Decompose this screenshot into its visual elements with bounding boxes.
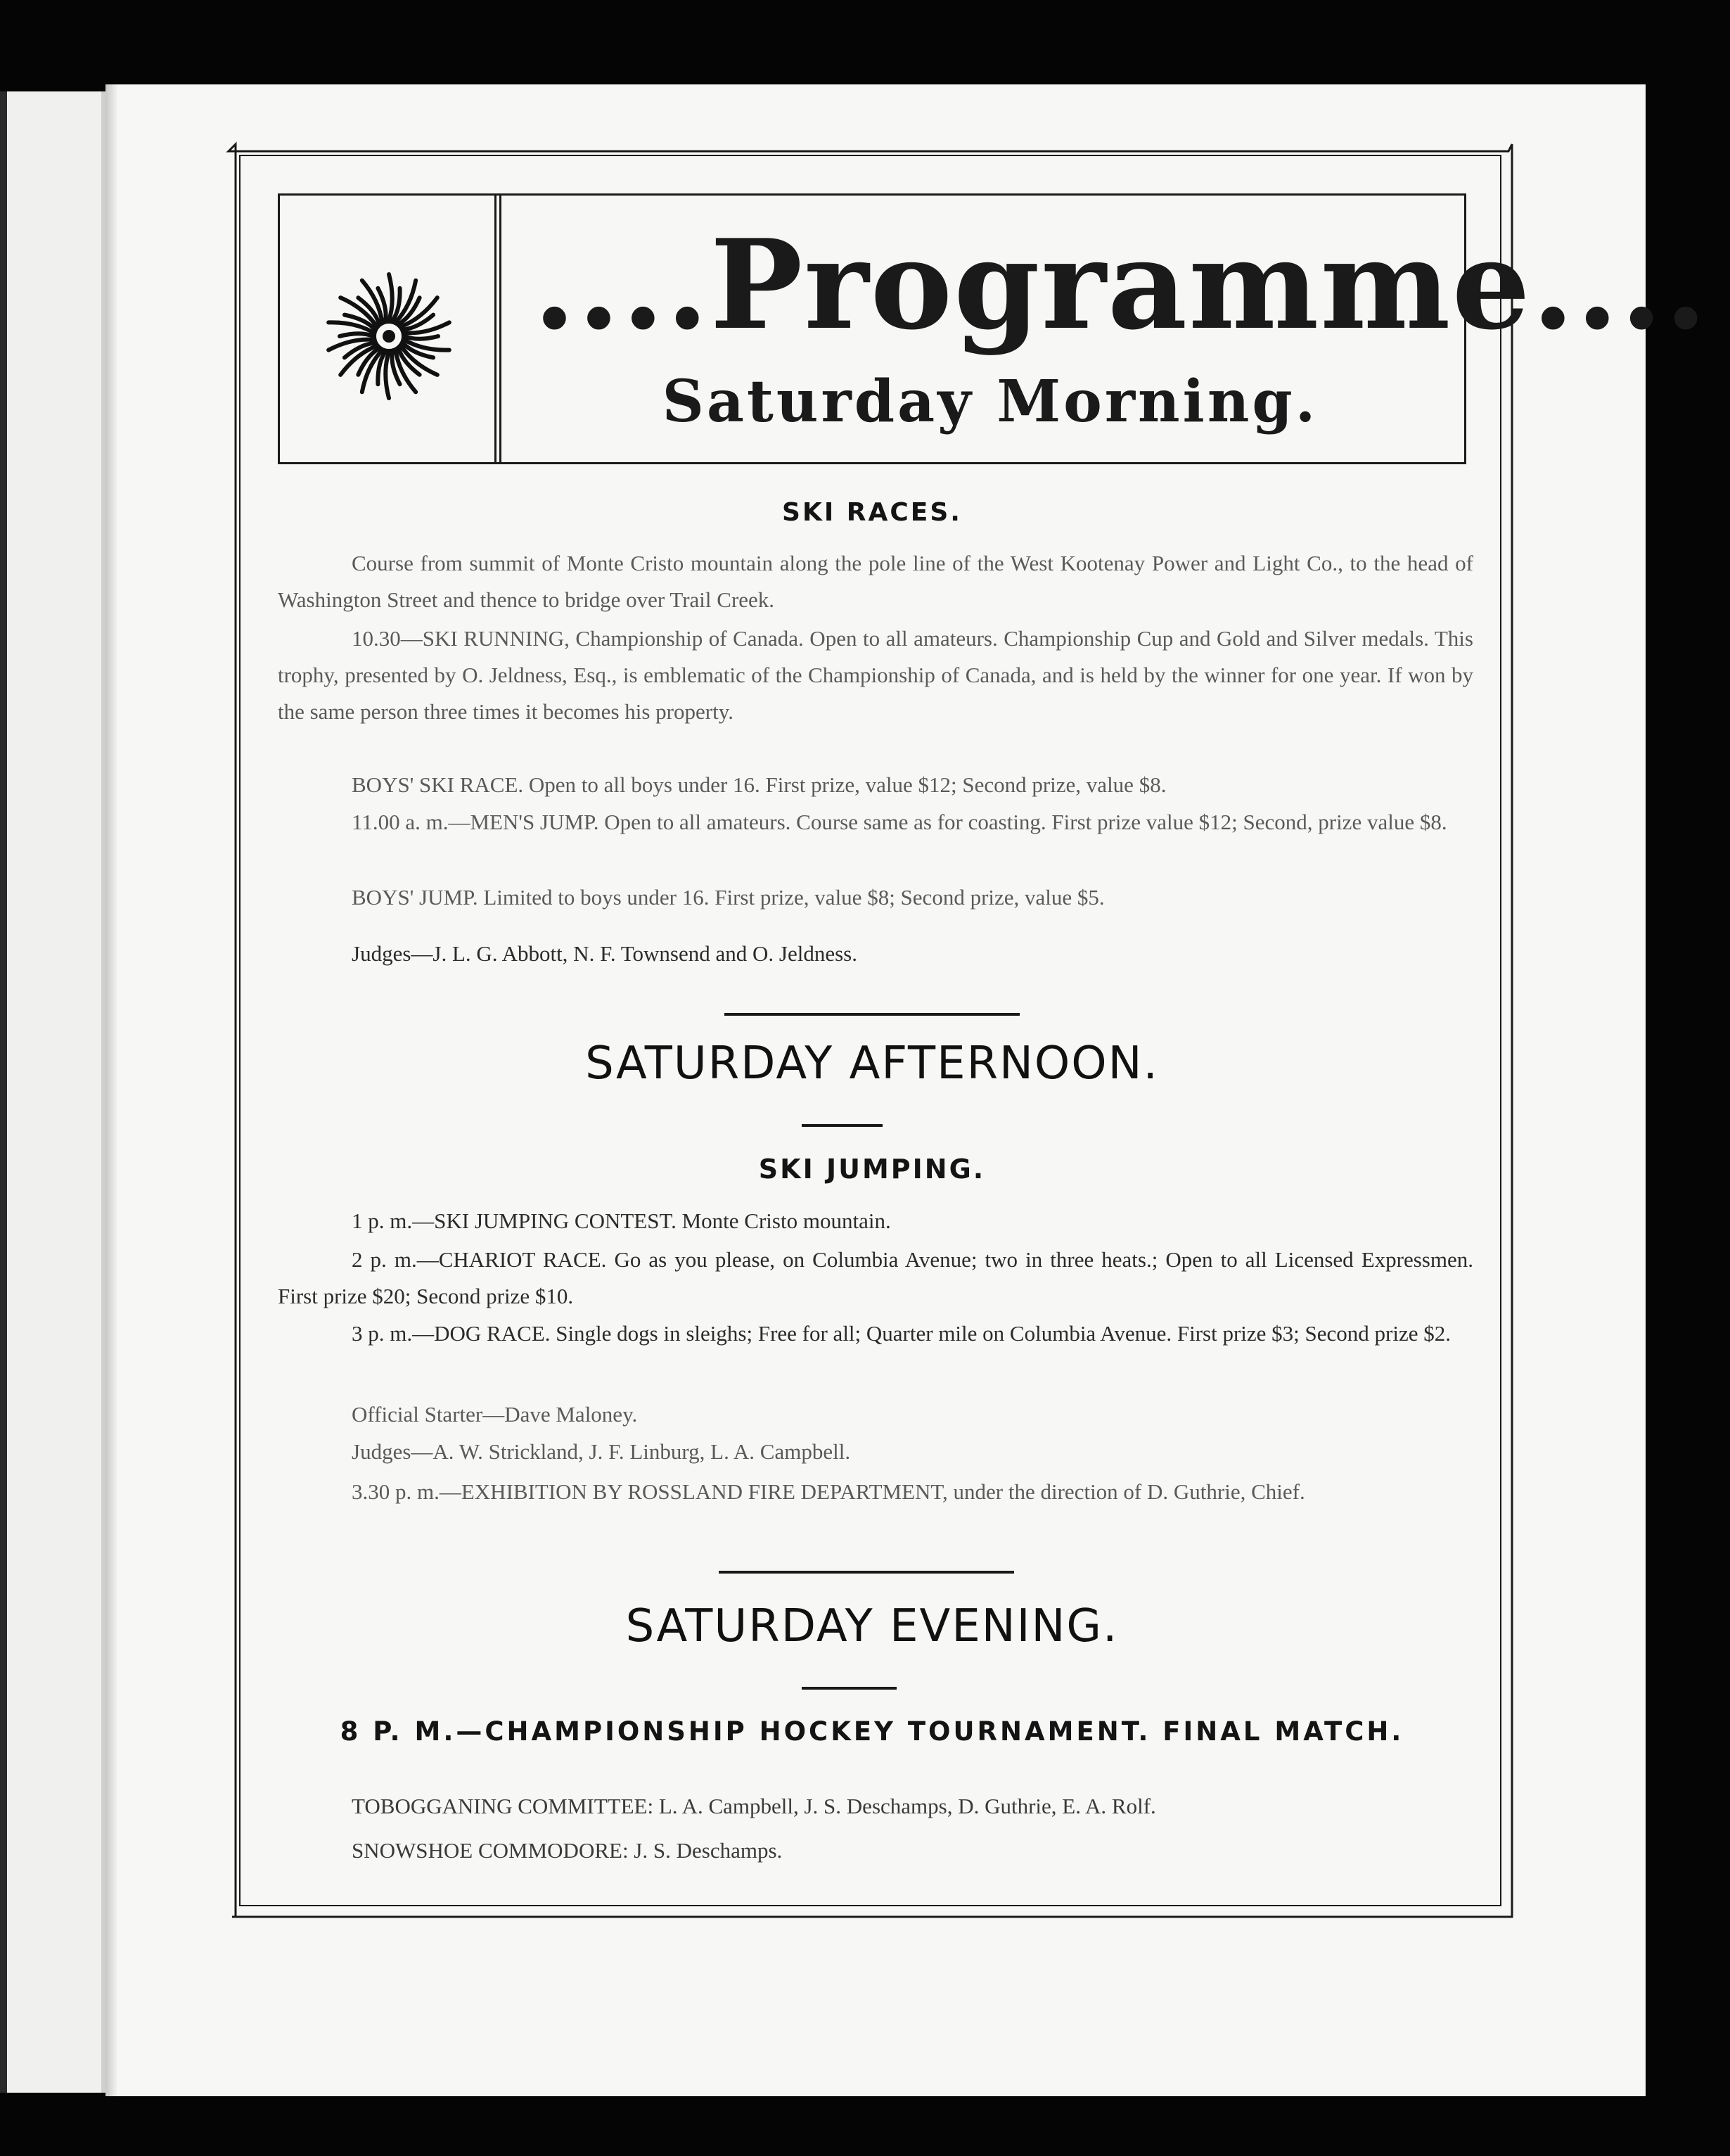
- sun-ray: [340, 333, 373, 336]
- sun-ray: [385, 352, 389, 398]
- hockey-tournament-line: 8 P. M.—CHAMPIONSHIP HOCKEY TOURNAMENT. FINAL MATCH.: [340, 1716, 1404, 1747]
- left-page: [0, 91, 105, 2093]
- boys-jump-paragraph: BOYS' JUMP. Limited to boys under 16. First prize, value $8; Second prize, value $5.: [352, 885, 1105, 910]
- afternoon-judges: Judges—A. W. Strickland, J. F. Linburg, L. A. Campbell.: [352, 1439, 851, 1464]
- left-page-edge: [0, 91, 7, 2093]
- programme-title: ....Programme....: [533, 213, 1709, 357]
- header-divider: [494, 196, 501, 462]
- divider-rule: [719, 1571, 1014, 1574]
- sun-ray: [404, 336, 438, 339]
- exhibition-paragraph: 3.30 p. m.—EXHIBITION BY ROSSLAND FIRE DEPARTMENT, under the direction of D. Guthrie, Chief.: [352, 1479, 1305, 1504]
- afternoon-title: SATURDAY AFTERNOON.: [585, 1038, 1159, 1090]
- divider-rule: [724, 1013, 1020, 1016]
- ski-jumping-contest: 1 p. m.—SKI JUMPING CONTEST. Monte Cristo mountain.: [352, 1208, 891, 1233]
- evening-title: SATURDAY EVENING.: [625, 1600, 1119, 1652]
- boys-ski-race-paragraph: BOYS' SKI RACE. Open to all boys under 16. First prize, value $12; Second prize, value $8.: [352, 772, 1167, 797]
- dog-race-paragraph: 3 p. m.—DOG RACE. Single dogs in sleighs; Free for all; Quarter mile on Columbia Avenue. First prize $3; Second prize $2.: [352, 1321, 1451, 1346]
- sun-center: [383, 330, 395, 343]
- official-starter: Official Starter—Dave Maloney.: [352, 1402, 638, 1427]
- short-rule: [802, 1687, 897, 1690]
- tobogganing-committee: TOBOGGANING COMMITTEE: L. A. Campbell, J. S. Deschamps, D. Guthrie, E. A. Rolf.: [352, 1794, 1156, 1818]
- snowshoe-commodore: SNOWSHOE COMMODORE: J. S. Deschamps.: [352, 1838, 783, 1863]
- sun-ornament-icon: [322, 269, 456, 403]
- header-box: [278, 193, 1709, 464]
- ski-races-heading: SKI RACES.: [782, 498, 962, 527]
- sun-ray: [389, 274, 392, 321]
- gutter-shadow: [105, 84, 118, 2096]
- morning-judges: Judges—J. L. G. Abbott, N. F. Townsend and O. Jeldness.: [352, 941, 857, 966]
- chariot-race-paragraph: 2 p. m.—CHARIOT RACE. Go as you please, on Columbia Avenue; two in three heats.; Open to all Licensed Expressmen. First prize $20; Second prize $10.: [278, 1247, 1473, 1308]
- mens-jump-paragraph: 11.00 a. m.—MEN'S JUMP. Open to all amateurs. Course same as for coasting. First prize value $12; Second, prize value $8.: [352, 810, 1447, 834]
- course-paragraph: Course from summit of Monte Cristo mountain along the pole line of the West Kootenay Power and Light Co., to the head of Washington Street and thence to bridge over Trail Creek.: [278, 551, 1473, 612]
- short-rule: [802, 1124, 883, 1127]
- programme-subtitle: Saturday Morning.: [662, 368, 1319, 435]
- ski-jumping-heading: SKI JUMPING.: [758, 1154, 986, 1185]
- ski-running-paragraph: 10.30—SKI RUNNING, Championship of Canada. Open to all amateurs. Championship Cup and Gold and Silver medals. This trophy, presented by O. Jeldness, Esq., is emblematic of the Championship of Canada, and is held by the winner for one year. If won by the same person three times it becomes his property.: [278, 626, 1473, 724]
